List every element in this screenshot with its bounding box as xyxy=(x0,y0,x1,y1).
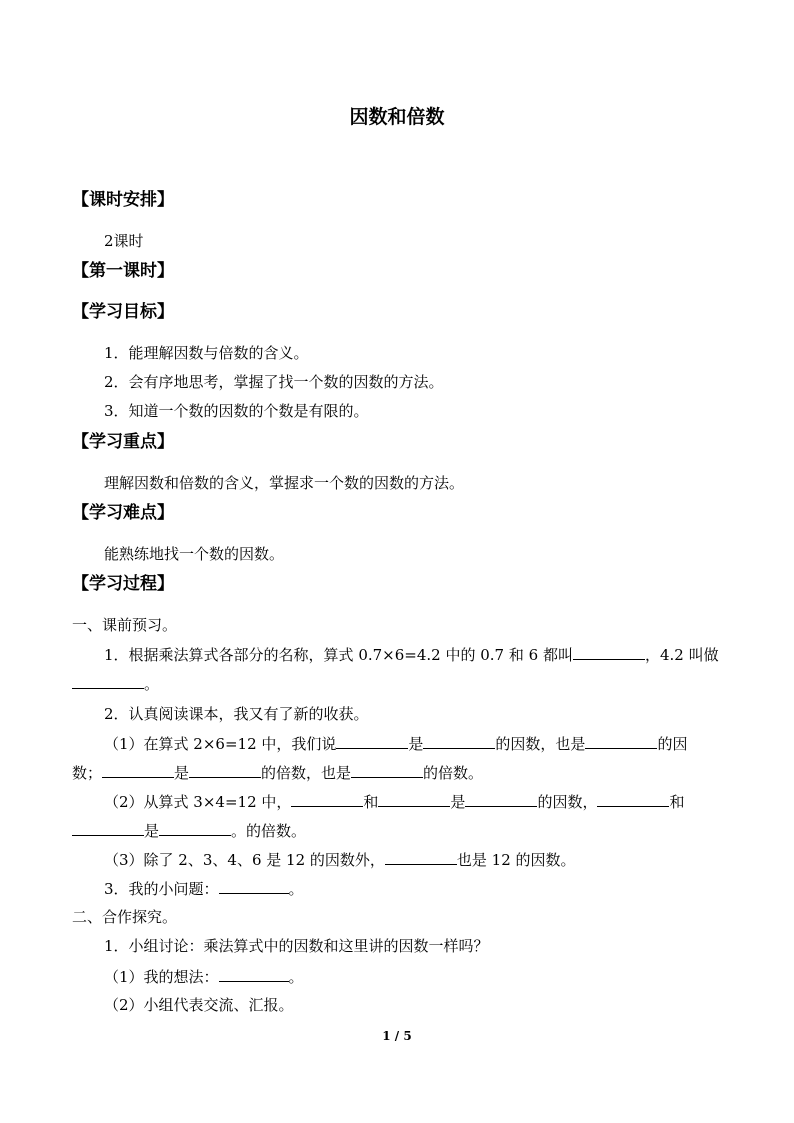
answer-blank[interactable] xyxy=(219,878,289,894)
answer-blank[interactable] xyxy=(336,733,408,749)
q-text: 和 xyxy=(363,793,379,811)
q-text: （2）从算式 3×4=12 中， xyxy=(104,793,292,811)
q-text: 3．我的小问题： xyxy=(104,880,219,898)
answer-blank[interactable] xyxy=(189,762,261,778)
answer-blank[interactable] xyxy=(351,762,423,778)
answer-blank[interactable] xyxy=(291,791,363,807)
heading-key-points: 【学习重点】 xyxy=(72,432,174,452)
q-text: 的因 xyxy=(657,735,688,753)
q-text: （1）在算式 2×6=12 中，我们说 xyxy=(104,735,337,753)
q-text: 数； xyxy=(72,764,103,782)
q-text: 的因数，也是 xyxy=(495,735,586,753)
section1-title: 一、课前预习。 xyxy=(72,616,178,634)
q-text: 的倍数，也是 xyxy=(261,764,352,782)
schedule-text: 2课时 xyxy=(104,232,144,250)
answer-blank[interactable] xyxy=(219,966,289,982)
q-text: （3）除了 2、3、4、6 是 12 的因数外， xyxy=(104,851,385,869)
q-text: 也是 12 的因数。 xyxy=(456,851,576,869)
key-points-text: 理解因数和倍数的含义，掌握求一个数的因数的方法。 xyxy=(104,474,465,492)
section2-title: 二、合作探究。 xyxy=(72,908,178,926)
page-title: 因数和倍数 xyxy=(349,106,445,128)
heading-first-lesson: 【第一课时】 xyxy=(72,261,174,281)
answer-blank[interactable] xyxy=(159,820,231,836)
question-2: 2．认真阅读课本，我又有了新的收获。 xyxy=(104,705,369,723)
goal-item: 2．会有序地思考，掌握了找一个数的因数的方法。 xyxy=(104,373,444,391)
discussion-2: （2）小组代表交流、汇报。 xyxy=(104,996,294,1014)
q-text: 。的倍数。 xyxy=(231,822,307,840)
q-text: 是 xyxy=(450,793,466,811)
question-2-2 xyxy=(104,791,684,812)
answer-blank[interactable] xyxy=(72,820,144,836)
answer-blank[interactable] xyxy=(597,791,669,807)
q-text: （1）我的想法： xyxy=(104,968,219,986)
q-text: 是 xyxy=(174,764,190,782)
q-text: 和 xyxy=(669,793,685,811)
answer-blank[interactable] xyxy=(585,733,657,749)
heading-process: 【学习过程】 xyxy=(72,574,174,594)
question-1-cont xyxy=(72,673,159,694)
q-text: 的因数， xyxy=(537,793,598,811)
q-text: 。 xyxy=(288,968,304,986)
q1-text: 1．根据乘法算式各部分的名称，算式 0.7×6=4.2 中的 0.7 和 6 都叫 xyxy=(104,646,573,664)
q-text: 是 xyxy=(408,735,424,753)
discussion-1 xyxy=(104,966,304,987)
question-3 xyxy=(104,878,304,899)
q1-end: 。 xyxy=(144,675,160,693)
difficulties-text: 能熟练地找一个数的因数。 xyxy=(104,545,285,563)
page-number: 1 / 5 xyxy=(382,1029,412,1043)
q-text: 。 xyxy=(288,880,304,898)
heading-schedule: 【课时安排】 xyxy=(72,190,174,210)
q1-text: ，4.2 叫做 xyxy=(644,646,719,664)
question-1 xyxy=(104,644,719,665)
q-text: 是 xyxy=(144,822,160,840)
question-2-2-cont xyxy=(72,820,306,841)
goal-item: 1．能理解因数与倍数的含义。 xyxy=(104,344,309,362)
question-2-1-cont xyxy=(72,762,483,783)
answer-blank[interactable] xyxy=(378,791,450,807)
answer-blank[interactable] xyxy=(423,733,495,749)
answer-blank[interactable] xyxy=(102,762,174,778)
answer-blank[interactable] xyxy=(465,791,537,807)
q-text: 的倍数。 xyxy=(423,764,484,782)
goal-item: 3．知道一个数的因数的个数是有限的。 xyxy=(104,402,369,420)
heading-difficulties: 【学习难点】 xyxy=(72,503,174,523)
answer-blank[interactable] xyxy=(573,644,645,660)
question-2-1 xyxy=(104,733,687,754)
question-2-3 xyxy=(104,849,576,870)
discussion-question: 1．小组讨论：乘法算式中的因数和这里讲的因数一样吗？ xyxy=(104,937,489,955)
answer-blank[interactable] xyxy=(72,673,144,689)
answer-blank[interactable] xyxy=(385,849,457,865)
heading-goals: 【学习目标】 xyxy=(72,302,174,322)
